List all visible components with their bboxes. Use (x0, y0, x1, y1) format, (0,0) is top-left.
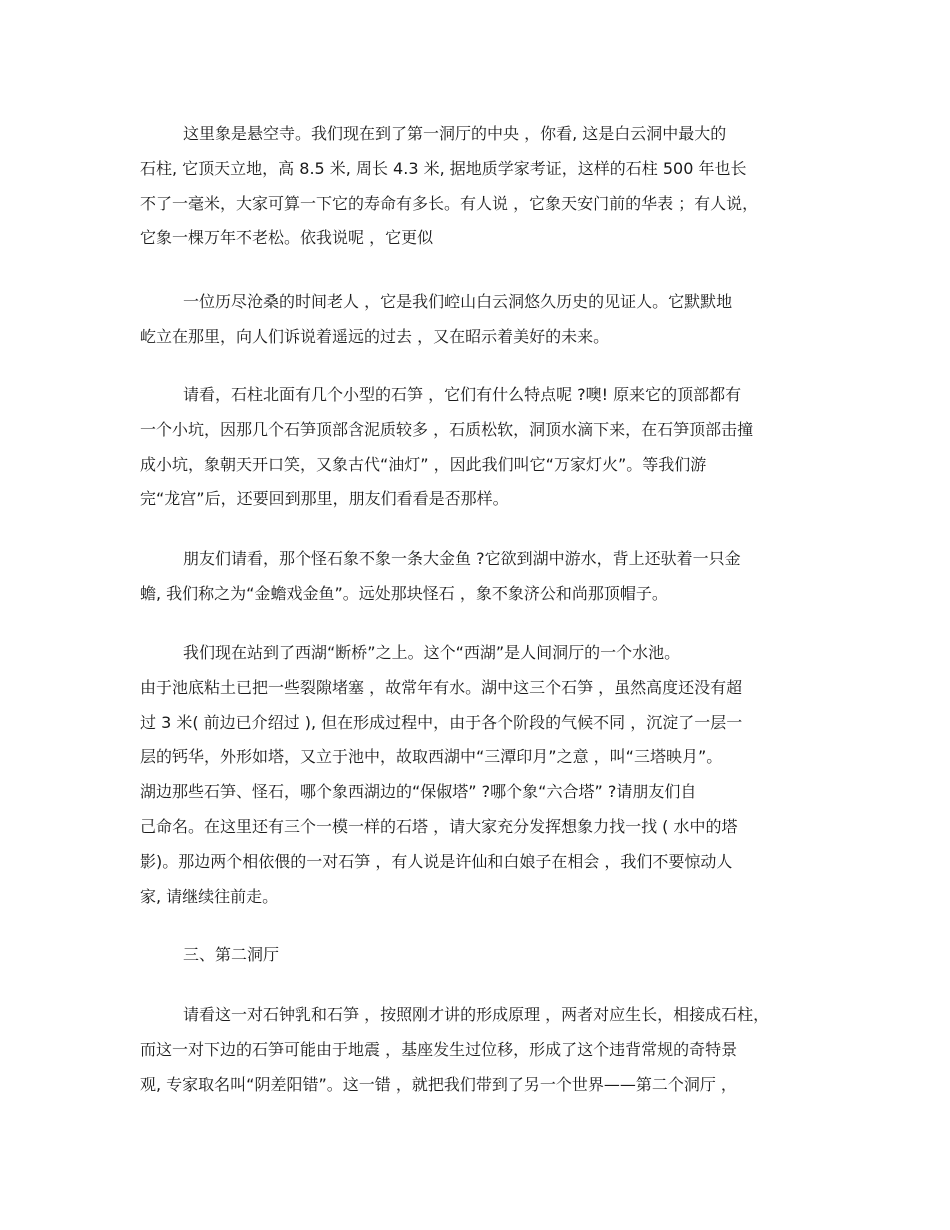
text-line: 己命名。在这里还有三个一模一样的石塔 ，请大家充分发挥想象力找一找 ( 水中的塔 (140, 816, 738, 836)
text-line: 请看这一对石钟乳和石笋 ，按照刚才讲的形成原理 ，两者对应生长，相接成石柱， (183, 1005, 770, 1024)
text-line: 屹立在那里，向人们诉说着遥远的过去 ，又在昭示着美好的未来。 (140, 326, 610, 346)
text-line: 家, 请继续往前走。 (140, 886, 279, 906)
text-line: 由于池底粘土已把一些裂隙堵塞 ，故常年有水。湖中这三个石笋 ，虽然高度还没有超 (140, 677, 743, 697)
text-line: 它象一棵万年不老松。依我说呢 ，它更似 (140, 228, 434, 248)
paragraph-west-lake (140, 636, 820, 914)
text-line: 这里象是悬空寺。我们现在到了第一洞厅的中央 ，你看, 这是白云洞中最大的 (183, 124, 727, 143)
text-line: 石柱, 它顶天立地，高 8.5 米, 周长 4.3 米, 据地质学家考证，这样的石柱 500 年也长 (140, 158, 747, 178)
text-line: 层的钙华，外形如塔，又立于池中，故取西湖中“三潭印月”之意 ，叫“三塔映月”。 (140, 747, 723, 767)
section-heading: 三、第二洞厅 (183, 945, 280, 964)
text-line: 成小坑，象朝天开口笑，又象古代“油灯” ，因此我们叫它“万家灯火”。等我们游 (140, 454, 707, 474)
text-line: 蟾, 我们称之为“金蟾戏金鱼”。远处那块怪石 ，象不象济公和尚那顶帽子。 (140, 583, 668, 603)
paragraph-golden-fish (140, 542, 820, 612)
text-line: 湖边那些石笋、怪石，哪个象西湖边的“保俶塔” ?哪个象“六合塔” ?请朋友们自 (140, 782, 697, 802)
text-line: 完“龙宫”后，还要回到那里，朋友们看看是否那样。 (140, 489, 509, 509)
paragraph-second-hall (140, 998, 820, 1102)
section-heading-second-hall (140, 938, 820, 973)
text-line: 而这一对下边的石笋可能由于地震 ，基座发生过位移，形成了这个违背常规的奇特景 (140, 1039, 738, 1059)
text-line: 我们现在站到了西湖“断桥”之上。这个“西湖”是人间洞厅的一个水池。 (183, 643, 681, 662)
paragraph-hanging-temple (140, 117, 820, 256)
text-line: 朋友们请看，那个怪石象不象一条大金鱼 ?它欲到湖中游水，背上还驮着一只金 (183, 549, 741, 568)
text-line: 请看，石柱北面有几个小型的石笋 ，它们有什么特点呢 ?噢! 原来它的顶部都有 (183, 385, 742, 404)
text-line: 一个小坑，因那几个石笋顶部含泥质较多 ，石质松软，洞顶水滴下来，在石笋顶部击撞 (140, 419, 754, 439)
text-line: 过 3 米( 前边已介绍过 ), 但在形成过程中，由于各个阶段的气候不同 ，沉淀了一层一 (140, 712, 743, 732)
text-line: 观, 专家取名叫“阴差阳错”。这一错 ，就把我们带到了另一个世界——第二个洞厅 ， (140, 1074, 737, 1094)
paragraph-stone-shoots (140, 378, 820, 517)
text-line: 影)。那边两个相依偎的一对石笋 ，有人说是许仙和白娘子在相会 ，我们不要惊动人 (140, 851, 733, 871)
text-line: 不了一毫米，大家可算一下它的寿命有多长。有人说 ，它象天安门前的华表 ；有人说， (140, 193, 759, 213)
text-line: 一位历尽沧桑的时间老人 ，它是我们崆山白云洞悠久历史的见证人。它默默地 (183, 292, 733, 311)
paragraph-time-elder (140, 285, 820, 355)
